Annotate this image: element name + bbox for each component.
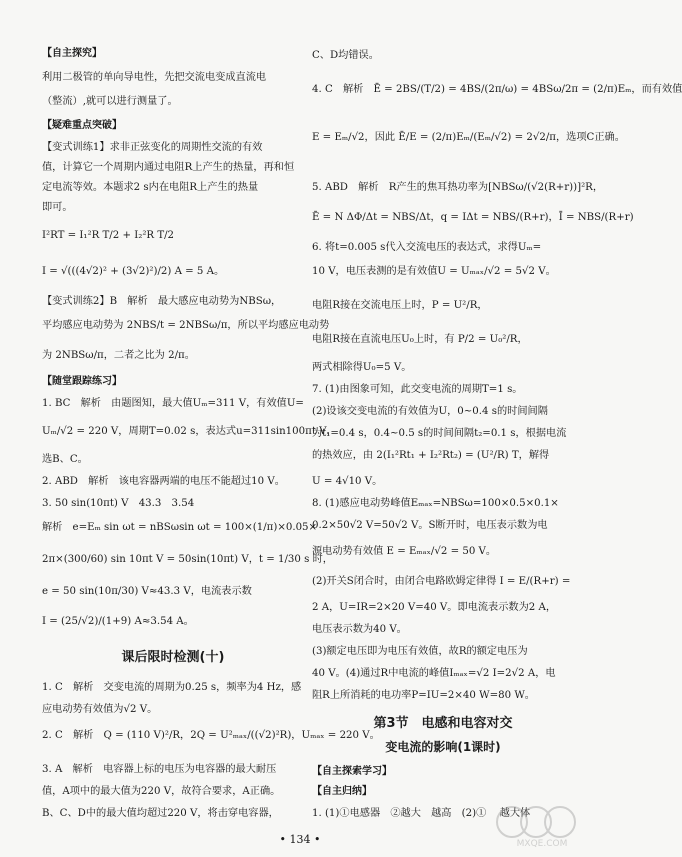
left-text-line: 值，A项中的最大值为220 V，故符合要求，A正确。 [42,786,281,797]
page-number: • 134 • [279,833,321,846]
left-text-line: 【自主探究】 [42,48,102,59]
right-text-line: 电阻R接在交流电压上时，P = U²/R， [312,300,488,311]
right-text-line: (2)开关S闭合时，由闭合电路欧姆定律得 I = E/(R+r) = [312,576,571,587]
right-text-line: 4. C 解析 Ē = 2BS/(T/2) = 4BS/(2π/ω) = 4BSω/2π = (2/π)Eₘ，而有效值 [312,84,682,95]
right-text-line: C、D均错误。 [312,50,379,61]
right-text-line: 8. (1)感应电动势峰值Eₘₐₓ=NBSω=100×0.5×0.1× [312,498,559,509]
left-text-line: 【疑难重点突破】 [42,120,122,131]
left-text-line: Uₘ/√2 = 220 V，周期T=0.02 s，表达式u=311sin100πt V， [42,426,337,437]
right-text-line: 10 V，电压表测的是有效值U = Uₘₐₓ/√2 = 5√2 V。 [312,266,556,277]
right-text-line: E = Eₘ/√2，因此 Ē/E = (2/π)Eₘ/(Eₘ/√2) = 2√2/π，选项C正确。 [312,132,625,143]
right-text-line: 【自主探索学习】 [312,766,392,777]
right-text-line: 为t₁=0.4 s，0.4~0.5 s的时间间隔t₂=0.1 s，根据电流 [312,428,567,439]
right-text-line: 40 V。(4)通过R中电流的峰值Iₘₐₓ=√2 I=2√2 A，电 [312,668,556,679]
left-text-line: 课后限时检测(十) [121,650,225,665]
left-text-line: I = (25/√2)/(1+9) A≈3.54 A。 [42,616,194,627]
right-text-line: Ē = N ΔΦ/Δt = NBS/Δt，q = IΔt = NBS/(R+r)，Ī = NBS/(R+r) [312,212,634,223]
left-text-line: 平均感应电动势为 2NBS/t = 2NBSω/π，所以平均感应电动势 [42,320,330,331]
right-text-line: 0.2×50√2 V=50√2 V。S断开时，电压表示数为电 [312,520,548,531]
left-text-line: 3. 50 sin(10πt) V 43.3 3.54 [42,498,195,509]
left-text-line: 2. ABD 解析 该电容器两端的电压不能超过10 V。 [42,476,285,487]
left-text-line: I = √(((4√2)² + (3√2)²)/2) A = 5 A。 [42,266,225,277]
left-text-line: 【变式训练2】B 解析 最大感应电动势为NBSω， [42,296,282,307]
right-text-line: 电阻R接在直流电压U₀上时，有 P/2 = U₀²/R， [312,334,528,345]
left-text-line: 即可。 [42,202,73,213]
left-text-line: 1. BC 解析 由题图知，最大值Uₘ=311 V，有效值U= [42,398,304,409]
right-text-line: 7. (1)由图象可知，此交变电流的周期T=1 s。 [312,384,523,395]
right-text-line: 源电动势有效值 E = Eₘₐₓ/√2 = 50 V。 [312,546,497,557]
left-text-line: 利用二极管的单向导电性，先把交流电变成直流电 [42,72,267,83]
right-text-line: 的热效应，由 2(I₁²Rt₁ + I₂²Rt₂) = (U²/R) T，解得 [312,450,550,461]
left-text-line: 2. C 解析 Q = (110 V)²/R，2Q = U²ₘₐₓ/((√2)²R)，Uₘₐₓ = 220 V。 [42,730,380,741]
right-text-line: 6. 将t=0.005 s代入交流电压的表达式，求得Uₘ= [312,242,542,253]
watermark-logo-icon [492,800,592,850]
right-text-line: 两式相除得U₀=5 V。 [312,362,412,373]
right-text-line: 2 A，U=IR=2×20 V=40 V。即电流表示数为2 A， [312,602,557,613]
right-text-line: 阻R上所消耗的电功率P=IU=2×40 W=80 W。 [312,690,535,701]
left-text-line: 值，计算它一个周期内通过电阻R上产生的热量，再和恒 [42,162,295,173]
right-text-line: (3)额定电压即为电压有效值，故R的额定电压为 [312,646,528,657]
left-text-line: 【变式训练1】求非正弦变化的周期性交流的有效 [42,142,263,153]
left-text-line: 应电动势有效值为√2 V。 [42,704,158,715]
left-text-line: 定电流等效。本题求2 s内在电阻R上产生的热量 [42,182,259,193]
left-text-line: 解析 e=Eₘ sin ωt = nBSωsin ωt = 100×(1/π)×0.05× [42,522,318,533]
left-text-line: 为 2NBSω/π，二者之比为 2/π。 [42,350,195,361]
right-text-line: 变电流的影响(1课时) [385,740,501,754]
right-text-line: 1. (1)①电感器 ②越大 越高 (2)① 越大体 [312,808,531,819]
left-text-line: 2π×(300/60) sin 10πt V = 50sin(10πt) V，t = 1/30 s 时， [42,554,333,565]
svg-text:MXQE.COM: MXQE.COM [516,839,568,849]
left-text-line: 1. C 解析 交变电流的周期为0.25 s，频率为4 Hz，感 [42,682,302,693]
right-text-line: 【自主归纳】 [312,786,372,797]
right-text-line: 5. ABD 解析 R产生的焦耳热功率为[NBSω/(√2(R+r))]²R， [312,182,604,193]
left-text-line: B、C、D中的最大值均超过220 V，将击穿电容器， [42,808,279,819]
right-text-line: (2)设该交变电流的有效值为U，0~0.4 s的时间间隔 [312,406,548,417]
left-text-line: e = 50 sin(10π/30) V≈43.3 V，电流表示数 [42,586,252,597]
left-text-line: 3. A 解析 电容器上标的电压为电容器的最大耐压 [42,764,277,775]
left-text-line: （整流）,就可以进行测量了。 [42,96,178,107]
left-text-line: 【随堂跟踪练习】 [42,376,122,387]
right-text-line: 电压表示数为40 V。 [312,624,407,635]
right-text-line: 第3节 电感和电容对交 [373,716,513,731]
left-text-line: I²RT = I₁²R T/2 + I₂²R T/2 [42,230,175,241]
right-text-line: U = 4√10 V。 [312,476,383,487]
left-text-line: 选B、C。 [42,454,88,465]
